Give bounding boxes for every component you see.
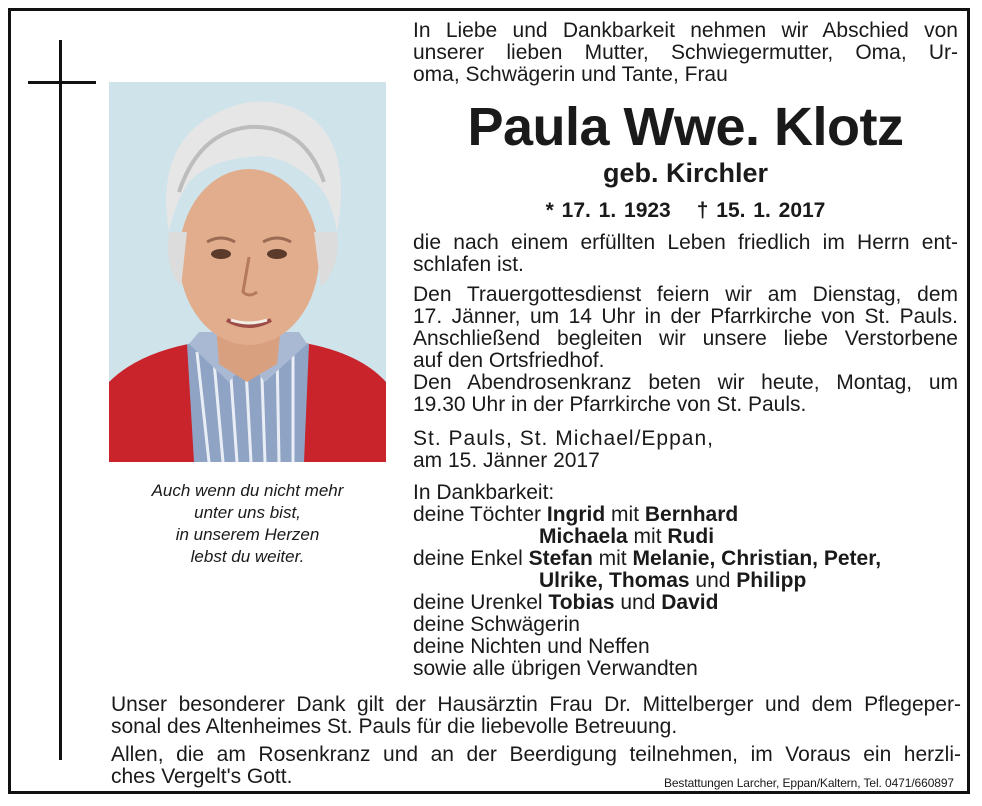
mourners-heading: In Dankbarkeit: (413, 481, 555, 504)
deceased-name: Paula Wwe. Klotz (467, 97, 904, 157)
intro-line: oma, Schwägerin und Tante, Frau (413, 63, 728, 86)
quote-line: unter uns bist, (194, 503, 301, 522)
service-text (413, 284, 958, 416)
cross-icon-bar (28, 81, 96, 84)
thanks-text (111, 694, 961, 738)
date-line: am 15. Jänner 2017 (413, 449, 600, 472)
other-mourner-line: deine Nichten und Neffen (413, 635, 650, 658)
closing-line: ches Vergelt's Gott. (111, 765, 293, 788)
service-line: Den Trauergottesdienst feiern wir am Dienstag, dem (413, 283, 958, 306)
rosary-line: Den Abendrosenkranz beten wir heute, Montag, um (413, 371, 958, 394)
birth-date: * 17. 1. 1923 (545, 199, 671, 222)
passing-line: schlafen ist. (413, 253, 524, 276)
closing-line: Allen, die am Rosenkranz und an der Beerdigung teilnehmen, im Voraus ein herzli- (111, 743, 961, 766)
undertaker-credit: Bestattungen Larcher, Eppan/Kaltern, Tel. 0471/660897 (663, 776, 954, 790)
connector: mit (592, 547, 633, 570)
connector: und (689, 569, 737, 592)
thanks-line: sonal des Altenheimes St. Pauls für die liebevolle Betreuung. (111, 715, 678, 738)
service-line: 17. Jänner, um 14 Uhr in der Pfarrkirche von St. Pauls. (413, 305, 958, 328)
grandchildren-line (413, 548, 958, 570)
quote-line: lebst du weiter. (190, 547, 305, 566)
grandchild-name: Stefan (528, 547, 593, 570)
daughter-name: Michaela (539, 525, 628, 548)
other-mourner-line: deine Schwägerin (413, 613, 580, 636)
connector: mit (627, 525, 668, 548)
partner-name: Rudi (667, 525, 715, 548)
place-line: St. Pauls, St. Michael/Eppan, (413, 427, 714, 450)
great-grandchild-name: David (661, 591, 719, 614)
mourners-list (413, 482, 958, 680)
intro-text (413, 20, 958, 86)
connector: und (614, 591, 662, 614)
intro-line: unserer lieben Mutter, Schwiegermutter, Oma, Ur- (413, 41, 958, 64)
memorial-quote (109, 480, 386, 568)
great-grandchildren-line (413, 592, 958, 614)
great-grandchild-name: Tobias (548, 591, 615, 614)
other-mourner-line: sowie alle übrigen Verwandten (413, 657, 698, 680)
quote-line: Auch wenn du nicht mehr (151, 481, 344, 500)
daughters-prefix: deine Töchter (413, 503, 547, 526)
passing-line: die nach einem erfüllten Leben friedlich im Herrn ent- (413, 231, 958, 254)
partner-name: Bernhard (644, 503, 739, 526)
place-date (413, 428, 958, 472)
connector: mit (605, 503, 645, 526)
death-date: † 15. 1. 2017 (696, 199, 826, 222)
service-line: Anschließend begleiten wir unsere liebe Verstorbene (413, 327, 958, 350)
service-line: auf den Ortsfriedhof. (413, 349, 605, 372)
portrait-photo (109, 82, 386, 462)
great-grandchildren-prefix: deine Urenkel (413, 591, 549, 614)
intro-line: In Liebe und Dankbarkeit nehmen wir Abschied von (413, 19, 958, 42)
daughter-name: Ingrid (546, 503, 606, 526)
passing-text (413, 232, 958, 276)
daughters-line (413, 526, 958, 548)
grandchild-names: Melanie, Christian, Peter, (632, 547, 882, 570)
rosary-line: 19.30 Uhr in der Pfarrkirche von St. Pauls. (413, 393, 807, 416)
thanks-line: Unser besonderer Dank gilt der Hausärztin Frau Dr. Mittelberger und dem Pflegeper- (111, 693, 961, 716)
birth-name: geb. Kirchler (602, 158, 769, 188)
grandchild-names: Ulrike, Thomas (539, 569, 690, 592)
life-dates (413, 197, 958, 225)
grandchild-name: Philipp (736, 569, 807, 592)
grandchildren-line (413, 570, 958, 592)
daughters-line (413, 504, 958, 526)
grandchildren-prefix: deine Enkel (413, 547, 529, 570)
cross-icon (59, 40, 62, 760)
quote-line: in unserem Herzen (175, 525, 320, 544)
